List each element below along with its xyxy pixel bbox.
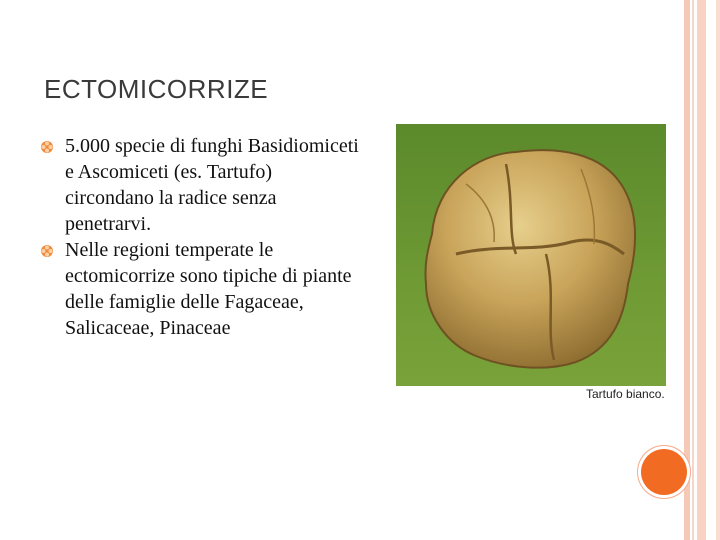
bullet-list bbox=[40, 133, 360, 341]
bullet-text: Nelle regioni temperate le ectomicorrize sono tipiche di piante delle famiglie delle Fagaceae, Salicaceae, Pinaceae bbox=[65, 239, 352, 339]
white-truffle-photo bbox=[396, 124, 676, 406]
flower-bullet-icon bbox=[40, 140, 54, 154]
decor-stripe-2 bbox=[692, 0, 694, 540]
decor-stripe-edge bbox=[716, 0, 720, 540]
bullet-text: 5.000 specie di funghi Basidiomiceti e Ascomiceti (es. Tartufo) circondano la radice senza penetrarvi. bbox=[65, 135, 359, 235]
decor-stripe-3 bbox=[697, 0, 706, 540]
slide-title: ECTOMICORRIZE bbox=[44, 74, 269, 104]
image-caption: Tartufo bianco. bbox=[586, 387, 665, 401]
bullet-item bbox=[40, 237, 360, 341]
truffle-photo bbox=[396, 124, 676, 406]
decor-stripe-1 bbox=[684, 0, 690, 540]
bullet-item bbox=[40, 133, 360, 237]
decor-circle bbox=[641, 449, 687, 495]
flower-bullet-icon bbox=[40, 244, 54, 258]
